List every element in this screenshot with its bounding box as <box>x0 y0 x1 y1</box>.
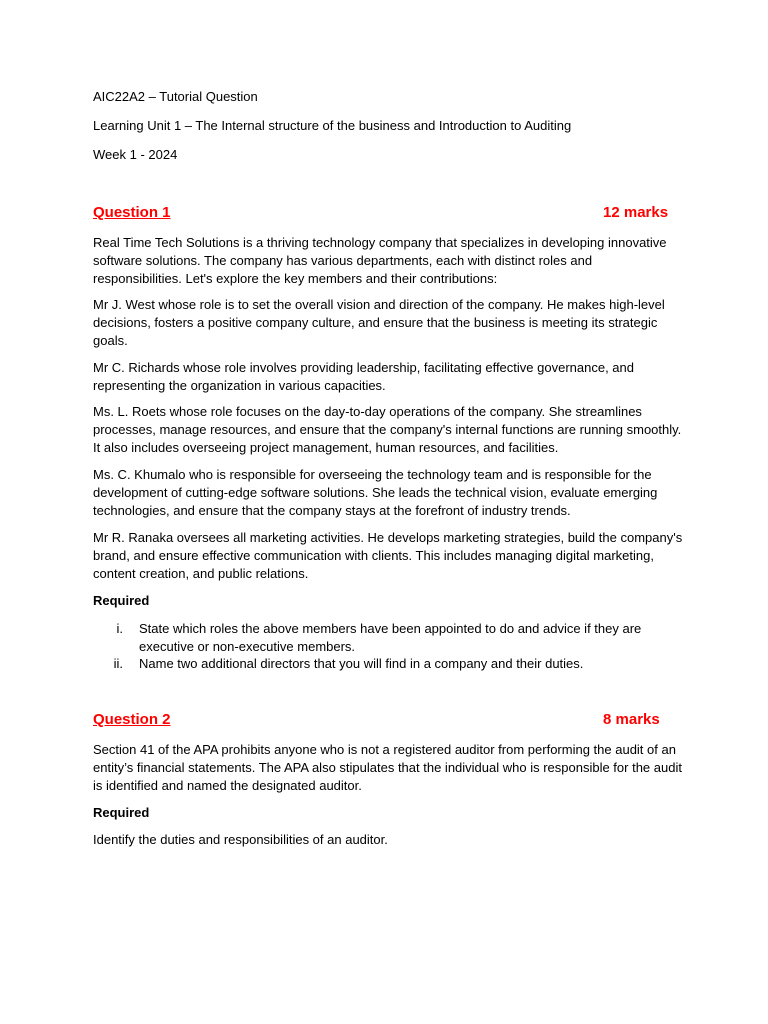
question-2-intro: Section 41 of the APA prohibits anyone who is not a registered auditor from performing the audit of an entity’s financial statements. The APA also stipulates that the individual who is responsible for the audit is identified and named the designated auditor. <box>93 742 682 793</box>
unit-title: Learning Unit 1 – The Internal structure of the business and Introduction to Auditing <box>93 118 572 133</box>
required-label: Required <box>93 805 150 820</box>
requirement-number: i. <box>116 621 123 636</box>
question-2-task: Identify the duties and responsibilities of an auditor. <box>93 832 388 847</box>
member-paragraph: Mr R. Ranaka oversees all marketing activities. He develops marketing strategies, build the company's brand, and ensure effective communication with clients. This includes managing digital marketing, content creation, and public relations. <box>93 530 683 581</box>
week-label: Week 1 - 2024 <box>93 147 178 162</box>
requirement-number: ii. <box>113 656 123 671</box>
course-title: AIC22A2 – Tutorial Question <box>93 89 258 104</box>
question-1-marks: 12 marks <box>603 204 669 221</box>
member-paragraph: Ms. C. Khumalo who is responsible for overseeing the technology team and is responsible for the development of cutting-edge software solutions. She leads the technical vision, evaluate emerging technologies, and ensure that the company stays at the forefront of industry trends. <box>93 467 658 518</box>
question-2-marks: 8 marks <box>603 711 660 728</box>
question-1-intro: Real Time Tech Solutions is a thriving technology company that specializes in developing innovative software solutions. The company has various departments, each with distinct roles and responsibilities. Let's explore the key members and their contributions: <box>93 235 667 286</box>
requirement-item <box>93 620 683 656</box>
requirement-text: State which roles the above members have been appointed to do and advice if they are executive or non-executive members. <box>139 621 642 654</box>
required-label: Required <box>93 593 150 608</box>
member-paragraph: Mr J. West whose role is to set the overall vision and direction of the company. He makes high-level decisions, fosters a positive company culture, and ensure that the business is meeting its strategic goals. <box>93 297 665 348</box>
member-paragraph: Ms. L. Roets whose role focuses on the day-to-day operations of the company. She streamlines processes, manage resources, and ensure that the company's internal functions are running smoothly. It also includes overseeing project management, human resources, and facilities. <box>93 404 682 455</box>
member-paragraph: Mr C. Richards whose role involves providing leadership, facilitating effective governance, and representing the organization in various capacities. <box>93 360 634 393</box>
question-2-heading: Question 2 <box>93 711 171 728</box>
requirement-item <box>93 655 683 673</box>
question-1-heading: Question 1 <box>93 204 171 221</box>
requirement-text: Name two additional directors that you will find in a company and their duties. <box>139 656 584 671</box>
